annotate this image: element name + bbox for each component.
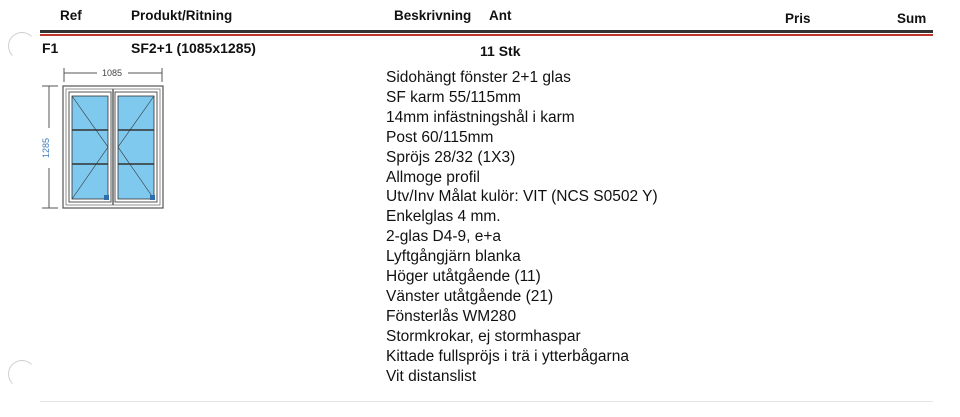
header-ant: Ant — [489, 8, 512, 23]
height-label: 1285 — [41, 137, 51, 159]
binder-hole — [8, 32, 36, 60]
binder-hole — [8, 360, 36, 388]
height-dimension — [41, 86, 58, 208]
handle-icon — [150, 195, 155, 200]
description-line: 14mm infästningshål i karm — [386, 108, 575, 126]
header-produkt: Produkt/Ritning — [131, 8, 233, 23]
header-ref: Ref — [60, 8, 82, 23]
header-sum: Sum — [897, 11, 927, 26]
description-line: 2-glas D4-9, e+a — [386, 228, 502, 246]
row-divider — [40, 401, 933, 402]
description-line: Vänster utåtgående (21) — [386, 287, 554, 305]
description-line: SF karm 55/115mm — [386, 88, 521, 106]
description-line: Höger utåtgående (11) — [386, 268, 541, 286]
description-line: Utv/Inv Målat kulör: VIT (NCS S0502 Y) — [386, 188, 658, 206]
row-quantity: 11 Stk — [480, 43, 521, 59]
width-label: 1085 — [101, 68, 123, 78]
header-rule — [40, 30, 933, 33]
header-beskrivning: Beskrivning — [394, 8, 472, 23]
description-line: Sidohängt fönster 2+1 glas — [386, 69, 571, 86]
handle-icon — [104, 195, 109, 200]
description-list — [386, 68, 658, 387]
window-drawing — [40, 62, 170, 212]
row-ref: F1 — [42, 40, 59, 56]
width-dimension — [64, 68, 162, 82]
description-line: Enkelglas 4 mm. — [386, 208, 501, 226]
header-pris: Pris — [785, 11, 811, 26]
description-line: Kittade fullspröjs i trä i ytterbågarna — [386, 347, 629, 365]
description-line: Spröjs 28/32 (1X3) — [386, 148, 516, 166]
description-line: Fönsterlås WM280 — [386, 307, 517, 325]
description-line: Post 60/115mm — [386, 128, 494, 146]
description-line: Stormkrokar, ej stormhaspar — [386, 327, 581, 345]
description-line: Vit distanslist — [386, 367, 477, 385]
description-line: Lyftgångjärn blanka — [386, 248, 521, 266]
description-line: Allmoge profil — [386, 168, 480, 186]
header-accent-rule — [40, 34, 933, 36]
row-product: SF2+1 (1085x1285) — [131, 40, 256, 56]
